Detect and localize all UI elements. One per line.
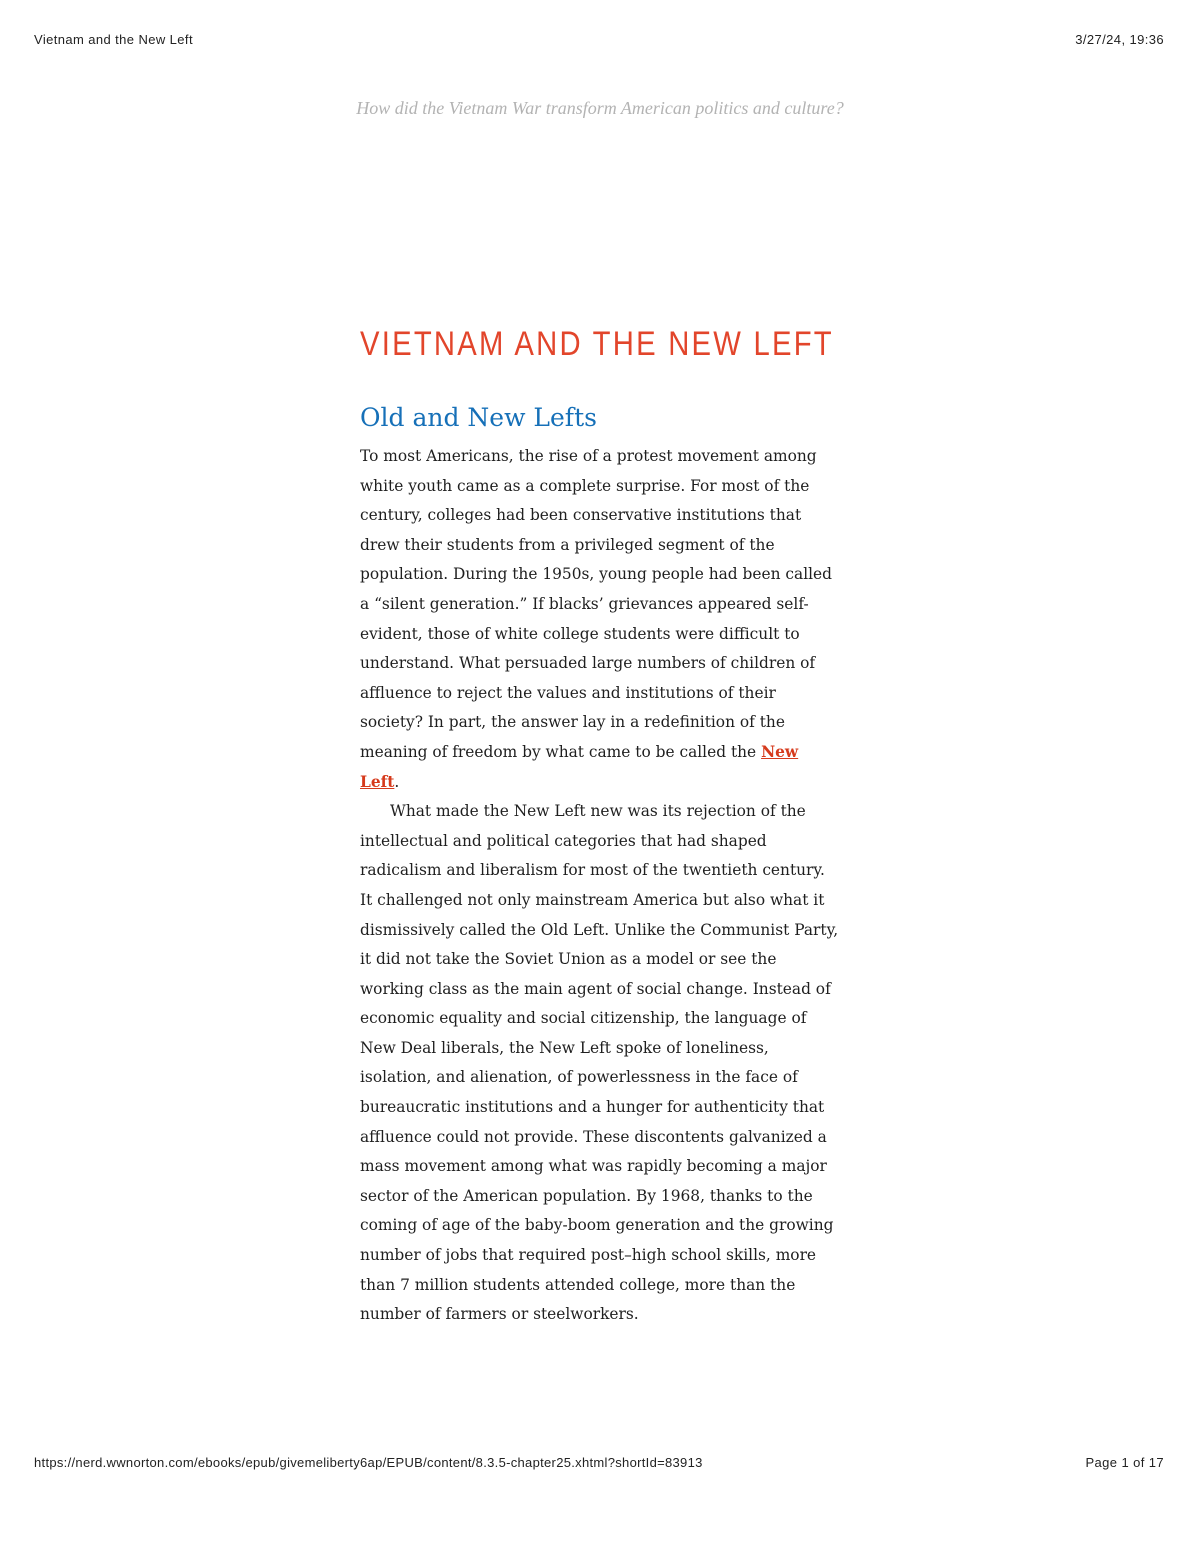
- subsection-title: Old and New Lefts: [360, 403, 597, 432]
- paragraph-1-text: To most Americans, the rise of a protest movement among white youth came as a complete surprise. For most of the century, colleges had been conservative institutions that drew their students from a privileged segment of the population. During the 1950s, young people had been called a “silent generation.” If blacks’ grievances appeared self-evident, those of white college students were difficult to understand. What persuaded large numbers of children of affluence to reject the values and institutions of their society? In part, the answer lay in a redefinition of the meaning of freedom by what came to be called the: [360, 447, 833, 761]
- new-left-term-link[interactable]: New Left: [360, 742, 799, 791]
- paragraph-1: [360, 442, 840, 797]
- focus-question: How did the Vietnam War transform American politics and culture?: [356, 98, 844, 118]
- print-header-title: Vietnam and the New Left: [34, 32, 193, 47]
- print-header-datetime: 3/27/24, 19:36: [1075, 32, 1164, 47]
- paragraph-1-end: .: [394, 772, 400, 791]
- section-title: VIETNAM AND THE NEW LEFT: [360, 325, 834, 363]
- print-footer-page-indicator: Page 1 of 17: [1085, 1455, 1164, 1470]
- print-footer-url: https://nerd.wwnorton.com/ebooks/epub/givemeliberty6ap/EPUB/content/8.3.5-chapter25.xhtml?shortId=83913: [34, 1455, 703, 1470]
- section-content: [360, 322, 840, 1330]
- paragraph-2: What made the New Left new was its rejection of the intellectual and political categories that had shaped radicalism and liberalism for most of the twentieth century. It challenged not only mainstream America but also what it dismissively called the Old Left. Unlike the Communist Party, it did not take the Soviet Union as a model or see the working class as the main agent of social change. Instead of economic equality and social citizenship, the language of New Deal liberals, the New Left spoke of loneliness, isolation, and alienation, of powerlessness in the face of bureaucratic institutions and a hunger for authenticity that affluence could not provide. These discontents galvanized a mass movement among what was rapidly becoming a major sector of the American population. By 1968, thanks to the coming of age of the baby-boom generation and the growing number of jobs that required post–high school skills, more than 7 million students attended college, more than the number of farmers or steelworkers.: [360, 802, 839, 1324]
